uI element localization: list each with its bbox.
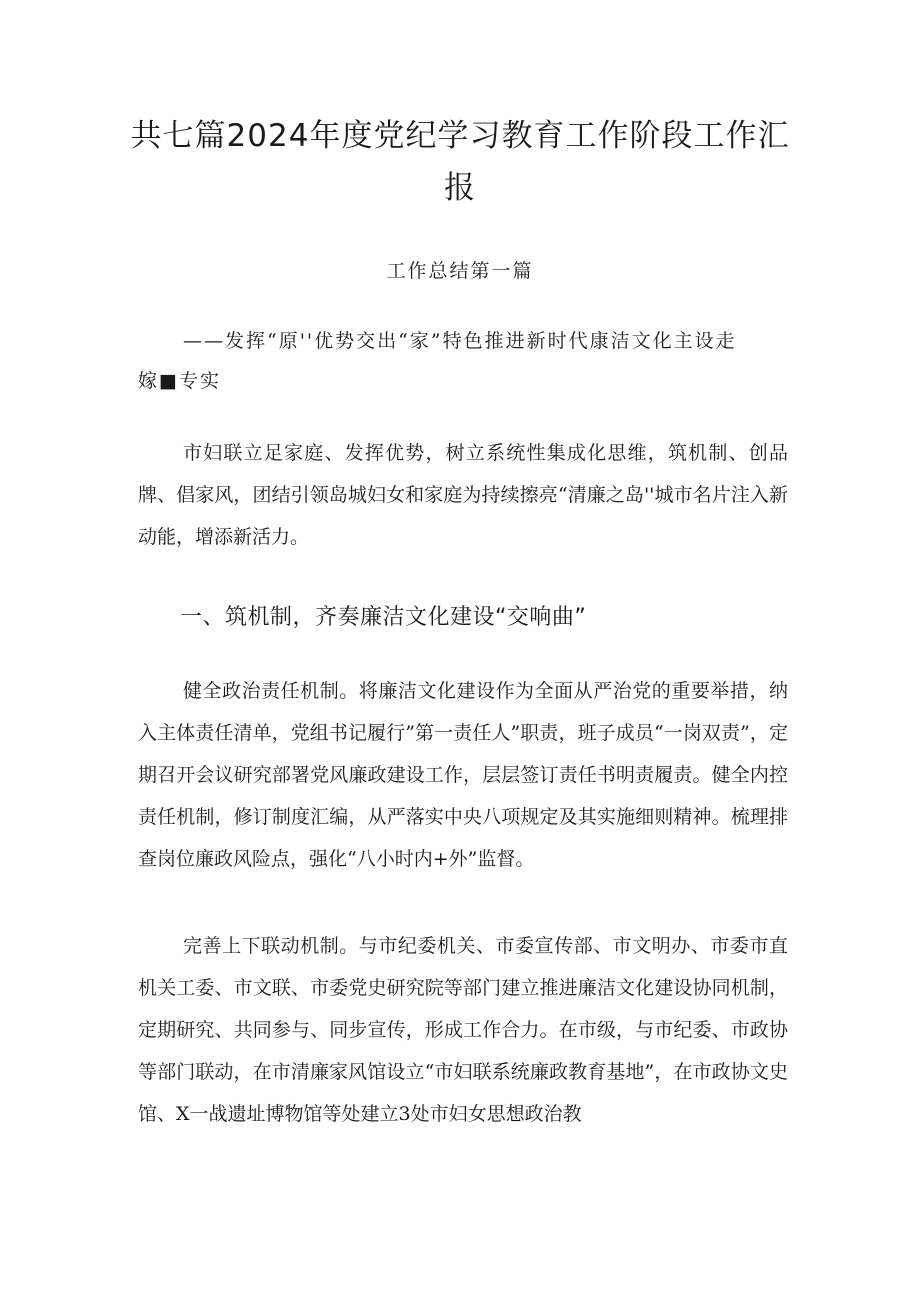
body-paragraph-1: 健全政治责任机制。将廉洁文化建设作为全面从严治党的重要举措，纳入主体责任清单，党组书记履行”第一责任人”职责，班子成员“一岗双责”，定期召开会议研究部署党风廉政建设工作，层层签订责任书明责履责。健全内控责任机制，修订制度汇编，从严落实中央八项规定及其实施细则精神。梳理排查岗位廉政风险点，强化“八小时内+外”监督。 [138, 680, 788, 870]
document-title: 共七篇2024年度党纪学习教育工作阶段工作汇报 [130, 118, 790, 206]
section-heading-1: 一、筑机制，齐奏廉洁文化建设“交响曲” [180, 605, 587, 630]
body-paragraph-2: 完善上下联动机制。与市纪委机关、市委宣传部、市文明办、市委市直机关工委、市文联、市委党史研究院等部门建立推进廉洁文化建设协同机制，定期研究、共同参与、同步宣传，形成工作合力。在市级，与市纪委、市政协等部门联动，在市清廉家风馆设立“市妇联系统廉政教育基地”，在市政协文史馆、X一战遗址博物馆等处建立3处市妇女思想政治教 [138, 935, 788, 1125]
document-subtitle: 工作总结第一篇 [386, 260, 534, 282]
tagline-line-2: 嫁■专实 [138, 370, 221, 392]
intro-paragraph: 市妇联立足家庭、发挥优势，树立系统性集成化思维，筑机制、创品牌、倡家风，团结引领岛城妇女和家庭为持续擦亮“清廉之岛''城市名片注入新动能，增添新活力。 [138, 442, 788, 548]
tagline-line-1: ——发挥“原''优势交出“家”特色推进新时代康洁文化主设走 [183, 330, 737, 352]
